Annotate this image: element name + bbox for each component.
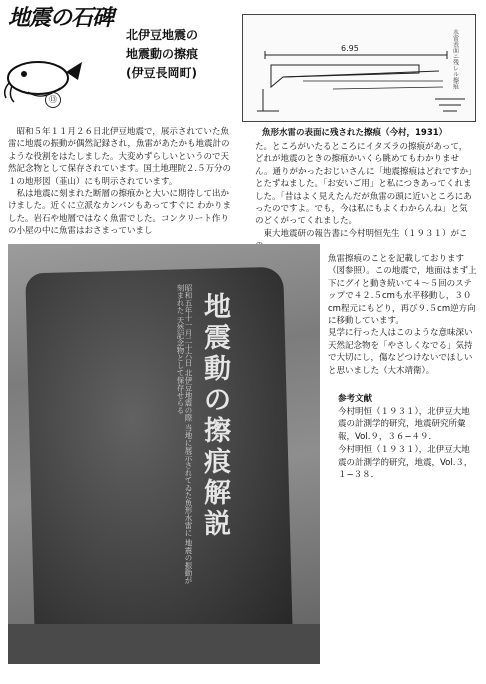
paragraph: 私は地震に刻まれた断層の擦痕かと大いに期待して出かけました。近くに立派なカンバンもあってすぐに わかりました。岩石や地層ではなく魚雷でした。コンクリート作りの小屋の中に魚雷はおさまっていまし xyxy=(8,189,232,237)
right-column xyxy=(255,141,475,253)
monument-photo xyxy=(8,244,320,664)
figure-caption: 魚形水雷の表面に残された擦痕（今村，1931） xyxy=(262,128,448,138)
right-column-continued xyxy=(328,253,478,377)
paragraph: 昭和５年１１月２６日北伊豆地震で，展示されていた魚雷に地震の振動が偶然記録され，魚雷があたかも地震計のような役割をはたしました。大変めずらしいというので天然記念物として保存されています。国土地理院２.５万分の１の地形図（韮山）にも明示されています。 xyxy=(8,127,232,187)
dimension-label: 6.95 xyxy=(341,44,359,53)
article-heading xyxy=(126,26,198,83)
issue-number: ⑬ xyxy=(45,92,61,108)
reference-item: 今村明恒（１９３１），北伊豆大地震の計測学的研究，地震，Vol.３，１−３８． xyxy=(338,445,473,481)
heading-line-1: 北伊豆地震の xyxy=(126,28,199,42)
heading-line-3: (伊豆長岡町) xyxy=(126,66,197,80)
reference-item: 今村明恒（１９３１），北伊豆大地震の計測学的研究，地震研究所彙報，Vol.９，３６−４９． xyxy=(338,407,470,442)
references-heading: 参考文献 xyxy=(338,394,373,404)
paragraph: 魚雷擦痕のことを記載しております（図参照）。この地震で，地面はまず上下にグイと動き続いて４～５回のステップで４２.５cmも水平移動し，３０cm程元にもどり，再び９.５cm逆方向に移動しています。 xyxy=(328,254,477,327)
logo-title: 地震の石碑 xyxy=(8,6,114,31)
scratch-sketch-figure xyxy=(242,14,476,122)
paragraph: 東大地震研の報告書に今村明恒先生（１９３１）がこ xyxy=(263,228,468,239)
monument-title: 地震動の擦痕解説 xyxy=(204,292,231,540)
monument-base xyxy=(8,624,320,664)
paragraph: 見学に行った人はこのような意味深い天然記念物を「やさしくなでる」気持で大切にし，傷などつけないでほしいと思いました（大木靖衛）。 xyxy=(328,328,473,376)
sketch-side-note: 水雷表面ニ残レル擦痕 xyxy=(451,29,459,89)
references-list xyxy=(338,406,478,482)
heading-line-2: 地震動の擦痕 xyxy=(126,47,199,61)
monument-inscription: 昭和五年十一月二十六日 北伊豆地震の際 当地に展示されてゐた魚形水雷に 地震の振動が刻まれた 天然記念物として保存せらる xyxy=(176,284,193,584)
paragraph: た。ところがいたるところにイタズラの擦痕があって，どれが地震のときの擦痕かいくら眺めてもわかりません。通りがかったおじいさんに「地震擦痕はどれですか」とたずねました。「お安いご用」と私につきあってくれました。「昔はよく見えたんだが魚雷の頭に近いところにあったのですよ。でも，今は私にもよくわからんね」と気のどくがってくれました。 xyxy=(255,142,473,227)
left-column xyxy=(8,126,236,238)
